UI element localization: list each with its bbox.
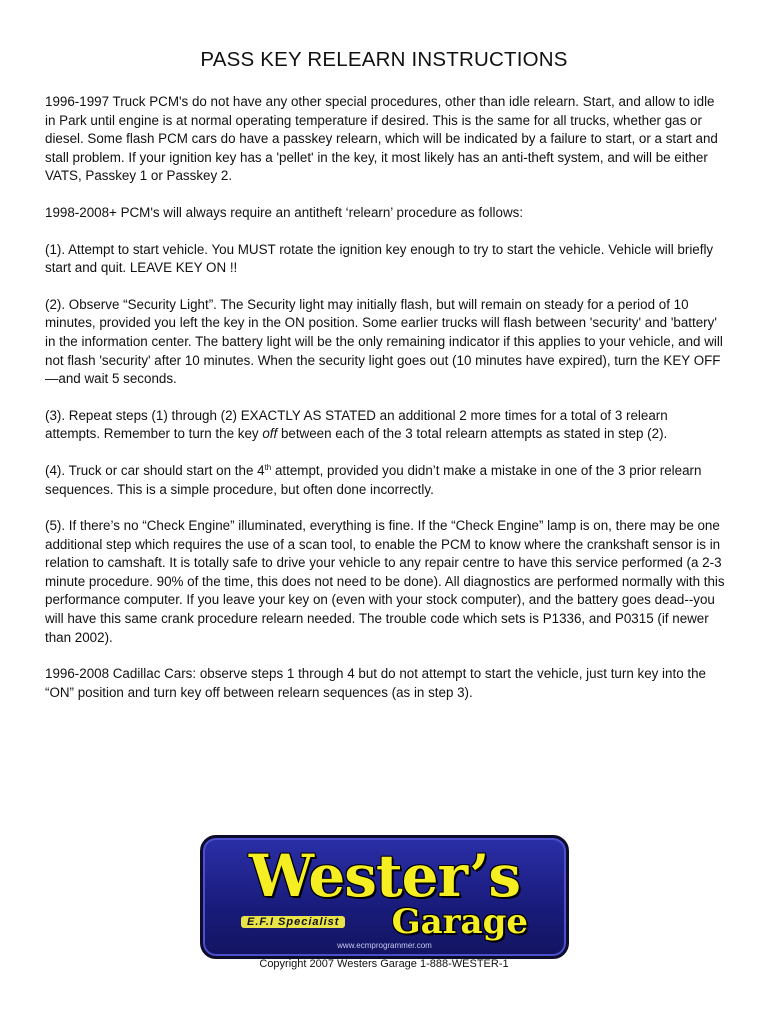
copyright-footer: Copyright 2007 Westers Garage 1-888-WESTER-1	[259, 958, 509, 970]
logo-westers-text: Wester’s	[248, 842, 521, 910]
step-4-text-after: attempt, provided you didn’t make a mistake in one of the 3 prior relearn sequences. This is a simple procedure, but often done incorrectly.	[45, 462, 702, 497]
step-2-paragraph: (2). Observe “Security Light”. The Security light may initially flash, but will remain on steady for a period of 10 minutes, provided you left the key in the ON position. Some earlier trucks will flash between 'security' and 'battery' in the information center. The battery light will be the only remaining indicator if this applies to your vehicle, and will not flash 'security' after 10 minutes. When the security light goes out (10 minutes have expired), turn the KEY OFF—and wait 5 seconds.	[45, 296, 723, 387]
instructions-body	[45, 93, 725, 720]
page-title: PASS KEY RELEARN INSTRUCTIONS	[200, 48, 568, 71]
step-3-text-before: (3). Repeat steps (1) through (2) EXACTLY AS STATED an additional 2 more times for a total of 3 relearn attempts. Remember to turn the key	[45, 407, 668, 442]
step-3-paragraph	[45, 407, 725, 444]
step-4-text-before: (4). Truck or car should start on the 4	[45, 462, 265, 478]
step-4-superscript: th	[264, 462, 272, 472]
step-4-paragraph	[45, 462, 725, 499]
step-3-text-after: between each of the 3 total relearn attempts as stated in step (2).	[277, 426, 668, 442]
paragraph-truck-1996-1997: 1996-1997 Truck PCM's do not have any other special procedures, other than idle relearn. Start, and allow to idle in Park until engine is at normal operating temperature if desired. This is the same for all trucks, whether gas or diesel. Some flash PCM cars do have a passkey relearn, which will be indicated by a failure to start, or a start and stall problem. If your ignition key has a 'pellet' in the key, it most likely has an anti-theft system, and will be either VATS, Passkey 1 or Passkey 2.	[45, 94, 718, 184]
logo-url-text: www.ecmprogrammer.com	[337, 941, 432, 950]
logo-efi-specialist-text: E.F.I Specialist	[241, 916, 345, 928]
step-3-italic-off: off	[262, 426, 278, 442]
paragraph-pcm-1998-2008: 1998-2008+ PCM's will always require an antitheft ‘relearn’ procedure as follows:	[45, 204, 524, 220]
cadillac-paragraph: 1996-2008 Cadillac Cars: observe steps 1 through 4 but do not attempt to start the vehicle, just turn key into the “ON” position and turn key off between relearn sequences (as in step 3).	[45, 666, 706, 700]
logo-garage-text: Garage	[391, 902, 528, 942]
westers-garage-logo	[200, 835, 569, 959]
step-1-paragraph: (1). Attempt to start vehicle. You MUST rotate the ignition key enough to try to start the vehicle. Vehicle will briefly start and quit. LEAVE KEY ON !!	[45, 241, 714, 276]
step-5-paragraph: (5). If there’s no “Check Engine” illuminated, everything is fine. If the “Check Engine” lamp is on, there may be one additional step which requires the use of a scan tool, to enable the PCM to know where the crankshaft sensor is in relation to camshaft. It is totally safe to drive your vehicle to any repair centre to have this service performed (a 2-3 minute procedure. 90% of the time, this does not need to be done). All diagnostics are performed normally with this performance computer. If you leave your key on (even with your stock computer), and the battery goes dead--you will have this same crank procedure relearn needed. The trouble code which sets is P1336, and P0315 (if newer than 2002).	[45, 518, 725, 645]
